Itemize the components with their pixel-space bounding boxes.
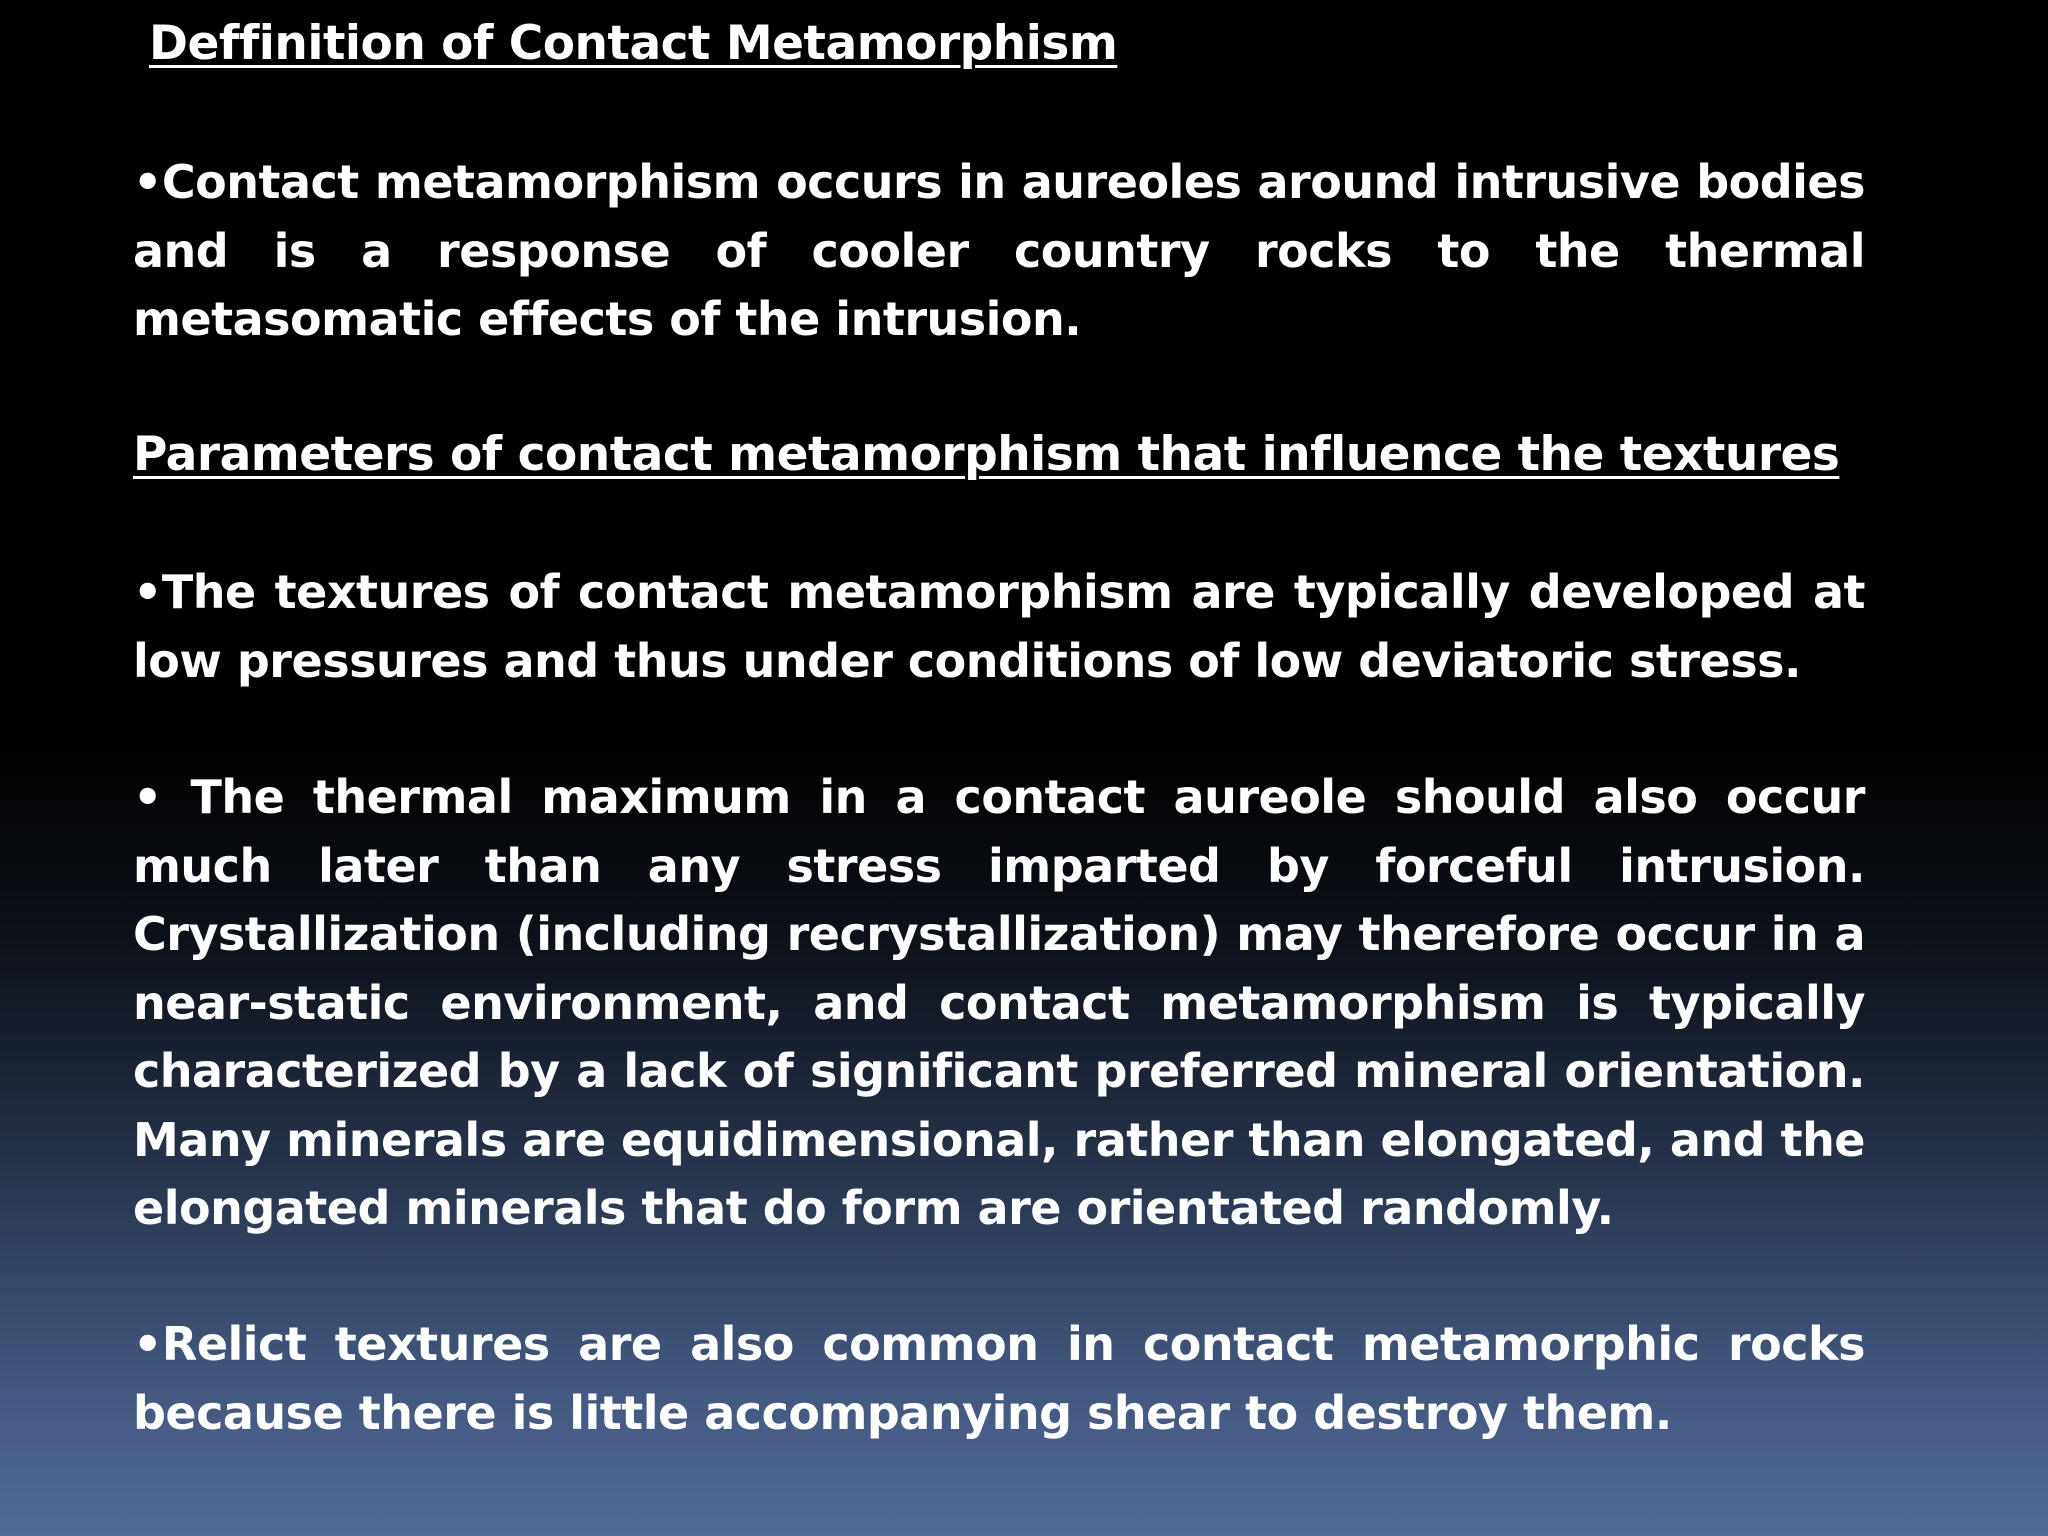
contact-metamorphism-definition-paragraph: •Contact metamorphism occurs in aureoles around intrusive bodies and is a response of cooler country rocks to the thermal metasomatic effects of the intrusion. <box>133 155 1865 346</box>
definition-heading: Deffinition of Contact Metamorphism <box>149 16 1118 71</box>
thermal-maximum-paragraph: • The thermal maximum in a contact aureole should also occur much later than any stress imparted by forceful intrusion. Crystallization (including recrystallization) may therefore occur in a near-static environment, and contact metamorphism is typically characterized by a lack of significant preferred mineral orientation. Many minerals are equidimensional, rather than elongated, and the elongated minerals that do form are orientated randomly. <box>133 770 1866 1235</box>
parameters-heading: Parameters of contact metamorphism that influence the textures <box>133 427 1840 482</box>
low-pressure-textures-paragraph: •The textures of contact metamorphism are typically developed at low pressures and thus under conditions of low deviatoric stress. <box>133 565 1865 688</box>
relict-textures-paragraph: •Relict textures are also common in contact metamorphic rocks because there is little accompanying shear to destroy them. <box>133 1317 1865 1440</box>
